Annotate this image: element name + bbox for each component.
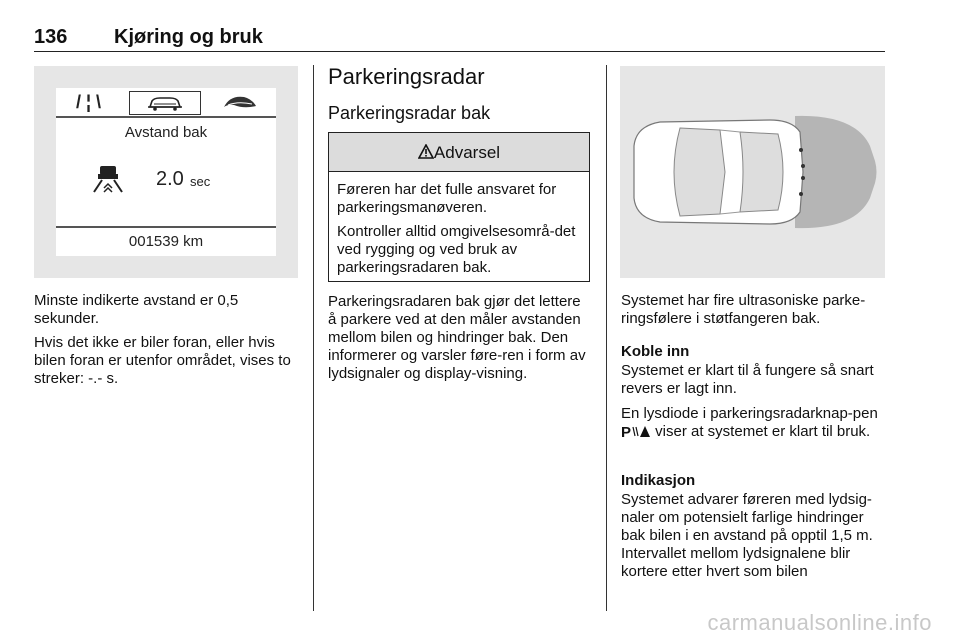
display-separator-bottom [56,226,276,228]
right-paragraph-3-start: En lysdiode i parkeringsradarknap-pen [621,405,878,422]
warning-box [328,132,590,282]
left-paragraph-1: Minste indikerte avstand er 0,5 sekunder. [34,292,239,327]
right-paragraph-3-end: viser at systemet er klart til bruk. [655,423,871,440]
right-paragraph-1: Systemet har fire ultrasoniske parke-ringsfølere i støtfangeren bak. [621,292,866,327]
warning-paragraph-2: Kontroller alltid omgivelsesområ-det ved rygging og ved bruk av parkeringsradaren bak. [337,223,576,276]
distance-value: 2.0 [156,168,184,190]
watermark: carmanualsonline.info [707,610,932,635]
right-paragraph-3 [621,405,887,441]
display-screen [56,88,276,256]
right-paragraph-2: Systemet er klart til å fungere så snart revers er lagt inn. [621,362,874,397]
right-paragraph-4: Systemet advarer føreren med lydsig-naler om potensielt farlige hindringer bak bilen i en avstand på opptil 1,5 m. Intervallet mellom lydsignalene blir kortere etter hvert som bilen [621,491,873,580]
distance-unit: sec [190,174,211,189]
warning-header [329,133,589,172]
selected-tab-box [129,91,201,115]
section-heading: Parkeringsradar [328,64,485,89]
parking-sensor-figure [620,66,885,278]
page-header [34,26,885,52]
warning-paragraph-1: Føreren har det fulle ansvaret for parkeringsmanøveren. [337,181,557,216]
heading-koble-inn: Koble inn [621,343,690,360]
parking-assist-button-icon [621,424,651,438]
left-paragraph-2: Hvis det ikke er biler foran, eller hvis bilen foran er utenfor området, vises to streker: -.- s. [34,334,291,387]
leaf-eco-icon [222,93,258,111]
column-divider-1 [313,65,314,611]
display-label: Avstand bak [124,124,208,141]
warning-title: Advarsel [433,143,501,162]
odometer: 001539 km [128,233,204,250]
car-front-icon [130,92,200,114]
section-subheading: Parkeringsradar bak [328,103,491,123]
car-following-icon [90,164,126,194]
column-divider-2 [606,65,607,611]
warning-triangle-icon [418,144,434,159]
heading-indikasjon: Indikasjon [621,472,696,489]
page-number: 136 [34,26,68,48]
chapter-title: Kjøring og bruk [114,26,263,48]
middle-body-paragraph: Parkeringsradaren bak gjør det lettere å parkere ved at den måler avstanden mellom bilen og hindringer bak. Den informerer og varsler føre-ren i form av lydsignaler og display-visning. [328,293,586,382]
svg-text:P: P [621,424,632,438]
car-top-view-illustration [620,66,885,278]
display-figure [34,66,298,278]
lane-symbol: / ¦ \ [76,92,102,112]
display-separator-top [56,116,276,118]
